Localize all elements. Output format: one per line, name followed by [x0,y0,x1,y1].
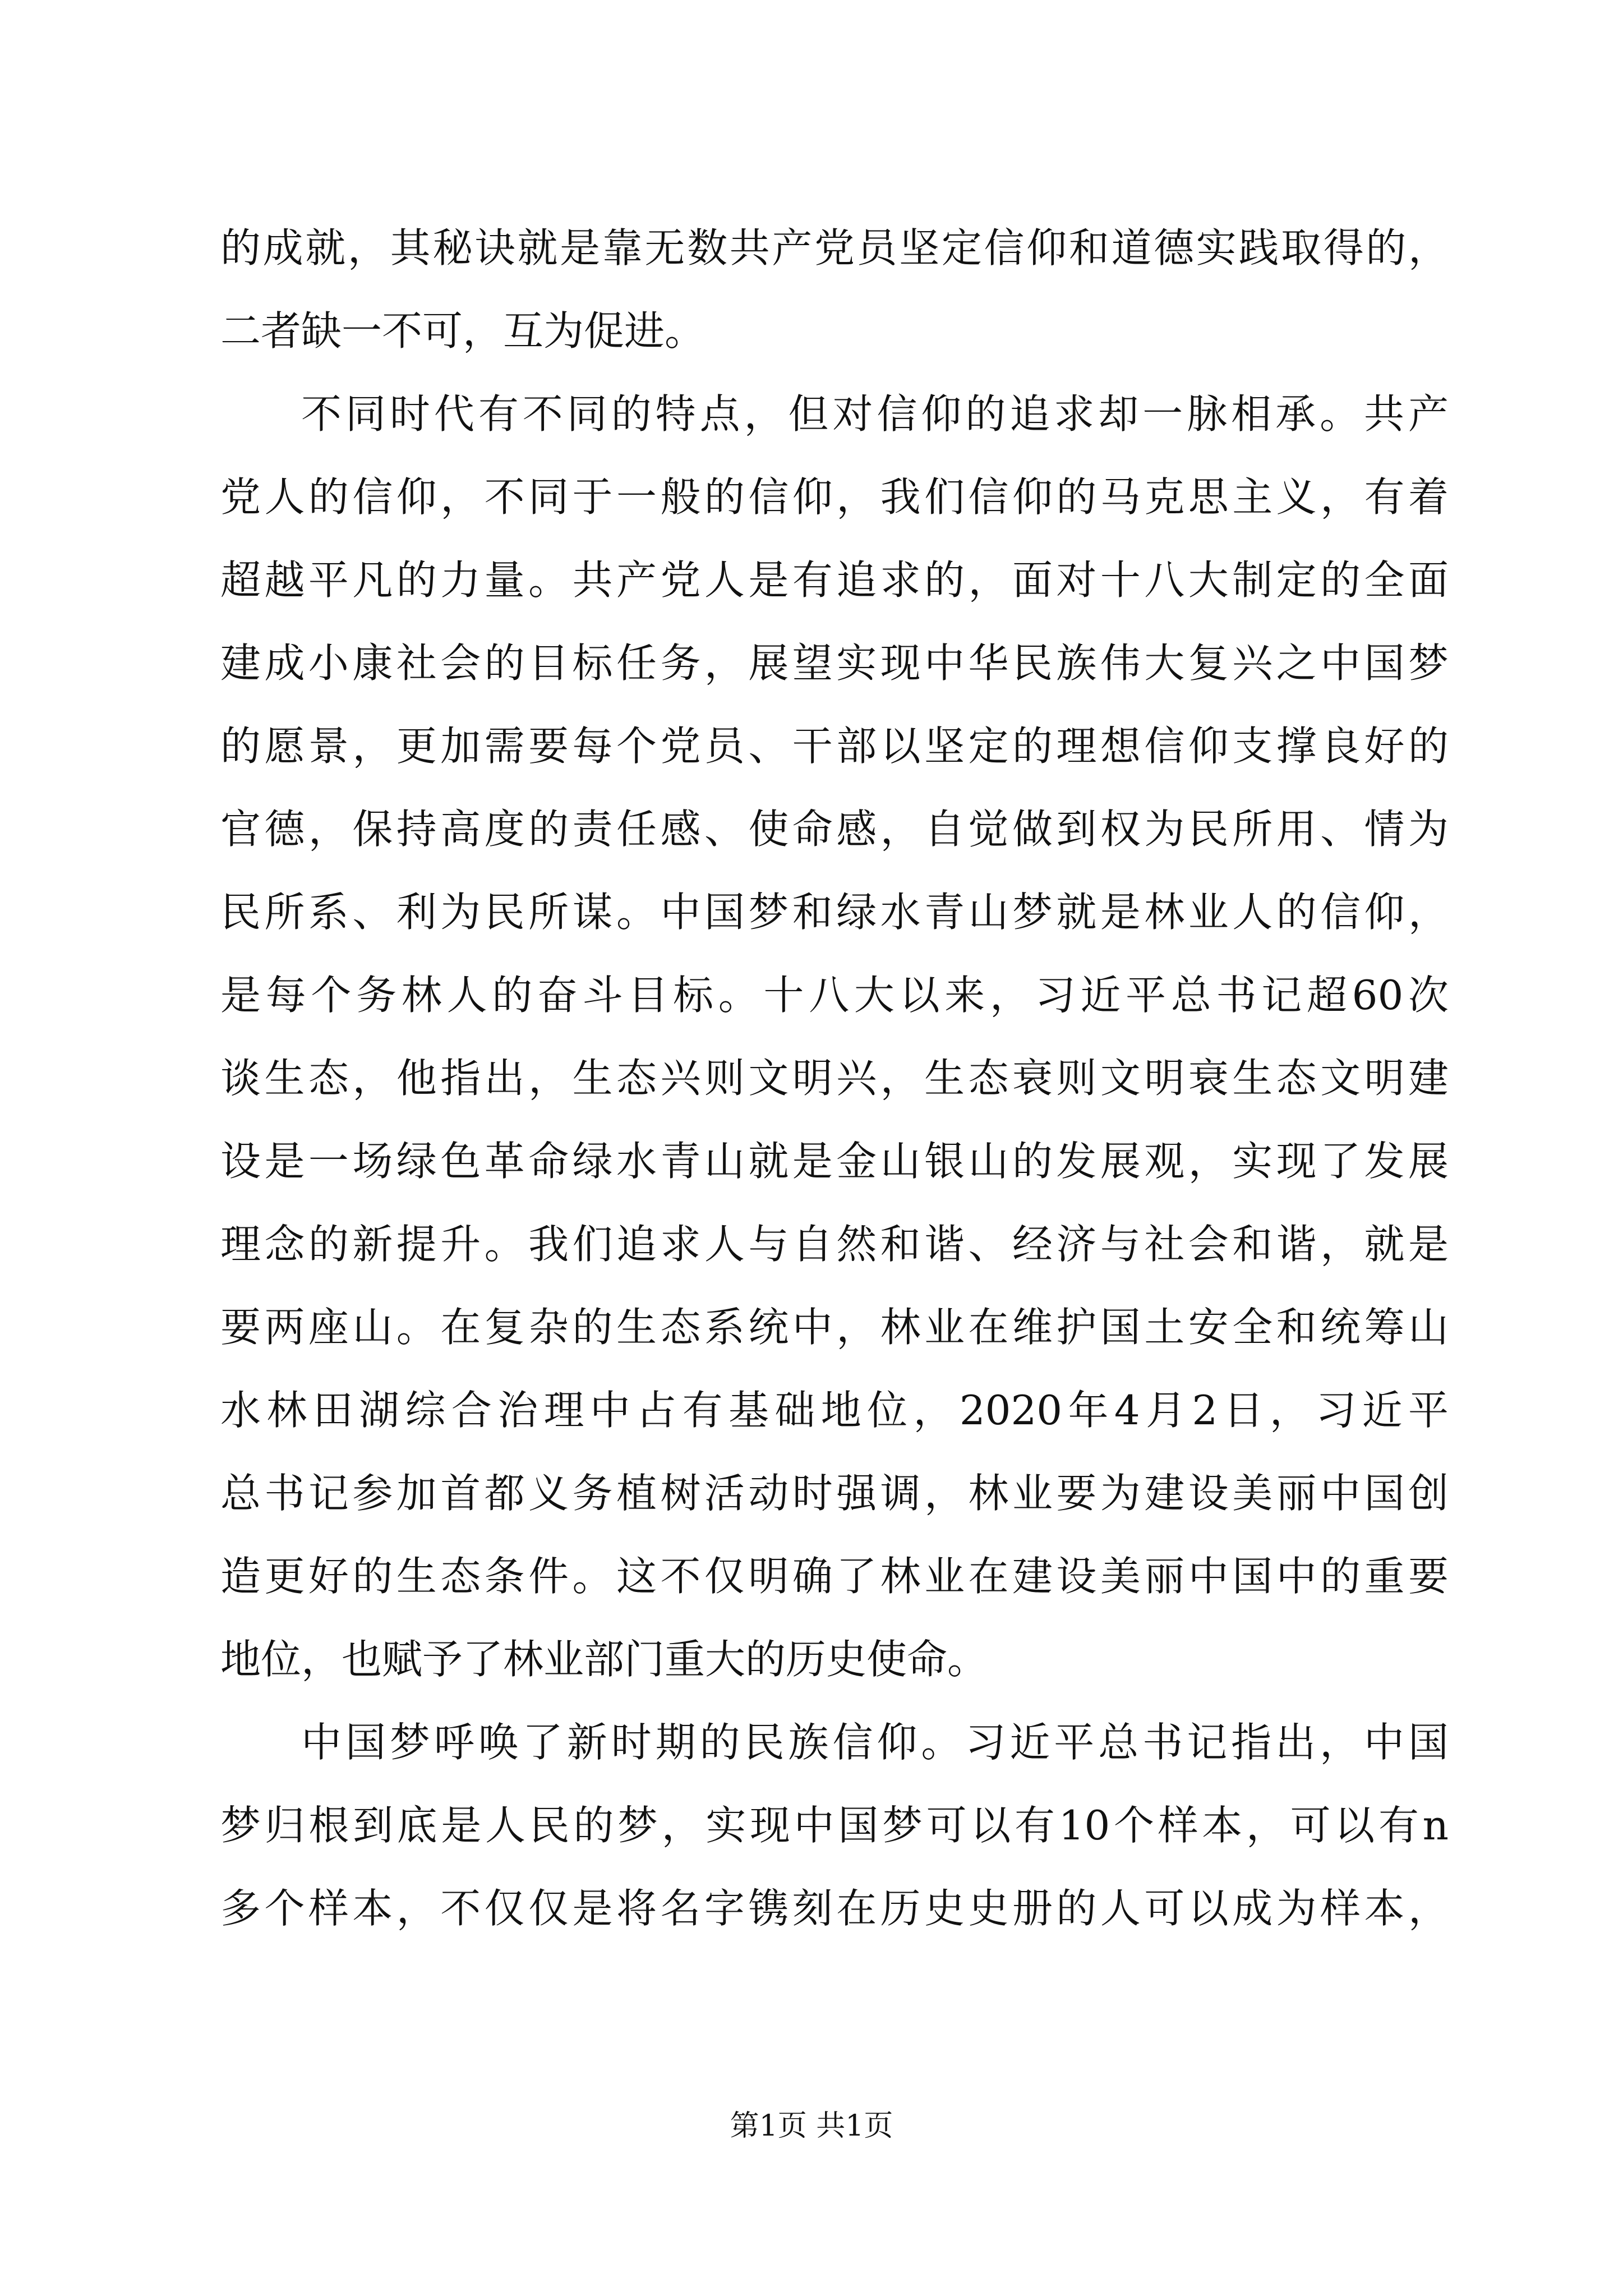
text-line: 谈生态，他指出，生态兴则文明兴，生态衰则文明衰生态文明建 [220,1055,1449,1102]
text-line: 多个样本，不仅仅是将名字镌刻在历史史册的人可以成为样本， [220,1885,1449,1932]
text-line: 水林田湖综合治理中占有基础地位，2020年4月2日，习近平 [220,1387,1449,1434]
text-line: 的愿景，更加需要每个党员、干部以坚定的理想信仰支撑良好的 [220,723,1449,770]
page-number-label: 第1页 共1页 [730,2109,893,2143]
text-line: 的成就，其秘诀就是靠无数共产党员坚定信仰和道德实践取得的， [220,224,1449,272]
text-line: 总书记参加首都义务植树活动时强调，林业要为建设美丽中国创 [220,1470,1449,1517]
text-line: 设是一场绿色革命绿水青山就是金山银山的发展观，实现了发展 [220,1138,1449,1185]
text-line: 造更好的生态条件。这不仅明确了林业在建设美丽中国中的重要 [220,1553,1449,1600]
body-text [220,206,1449,1950]
text-line: 中国梦呼唤了新时期的民族信仰。习近平总书记指出，中国 [301,1719,1449,1766]
text-line: 建成小康社会的目标任务，展望实现中华民族伟大复兴之中国梦 [220,639,1449,687]
text-line: 不同时代有不同的特点，但对信仰的追求却一脉相承。共产 [301,390,1449,438]
text-line: 理念的新提升。我们追求人与自然和谐、经济与社会和谐，就是 [220,1221,1449,1268]
text-line: 党人的信仰，不同于一般的信仰，我们信仰的马克思主义，有着 [220,473,1449,521]
text-line: 民所系、利为民所谋。中国梦和绿水青山梦就是林业人的信仰， [220,889,1449,936]
text-line: 要两座山。在复杂的生态系统中，林业在维护国土安全和统筹山 [220,1304,1449,1351]
text-line: 二者缺一不可，互为促进。 [220,307,706,355]
text-line: 梦归根到底是人民的梦，实现中国梦可以有10个样本，可以有n [220,1802,1449,1849]
text-line: 是每个务林人的奋斗目标。十八大以来，习近平总书记超60次 [220,972,1449,1019]
page-footer [0,2106,1623,2146]
text-line: 地位，也赋予了林业部门重大的历史使命。 [220,1636,988,1683]
text-line: 超越平凡的力量。共产党人是有追求的，面对十八大制定的全面 [220,556,1449,604]
text-line: 官德，保持高度的责任感、使命感，自觉做到权为民所用、情为 [220,806,1449,853]
